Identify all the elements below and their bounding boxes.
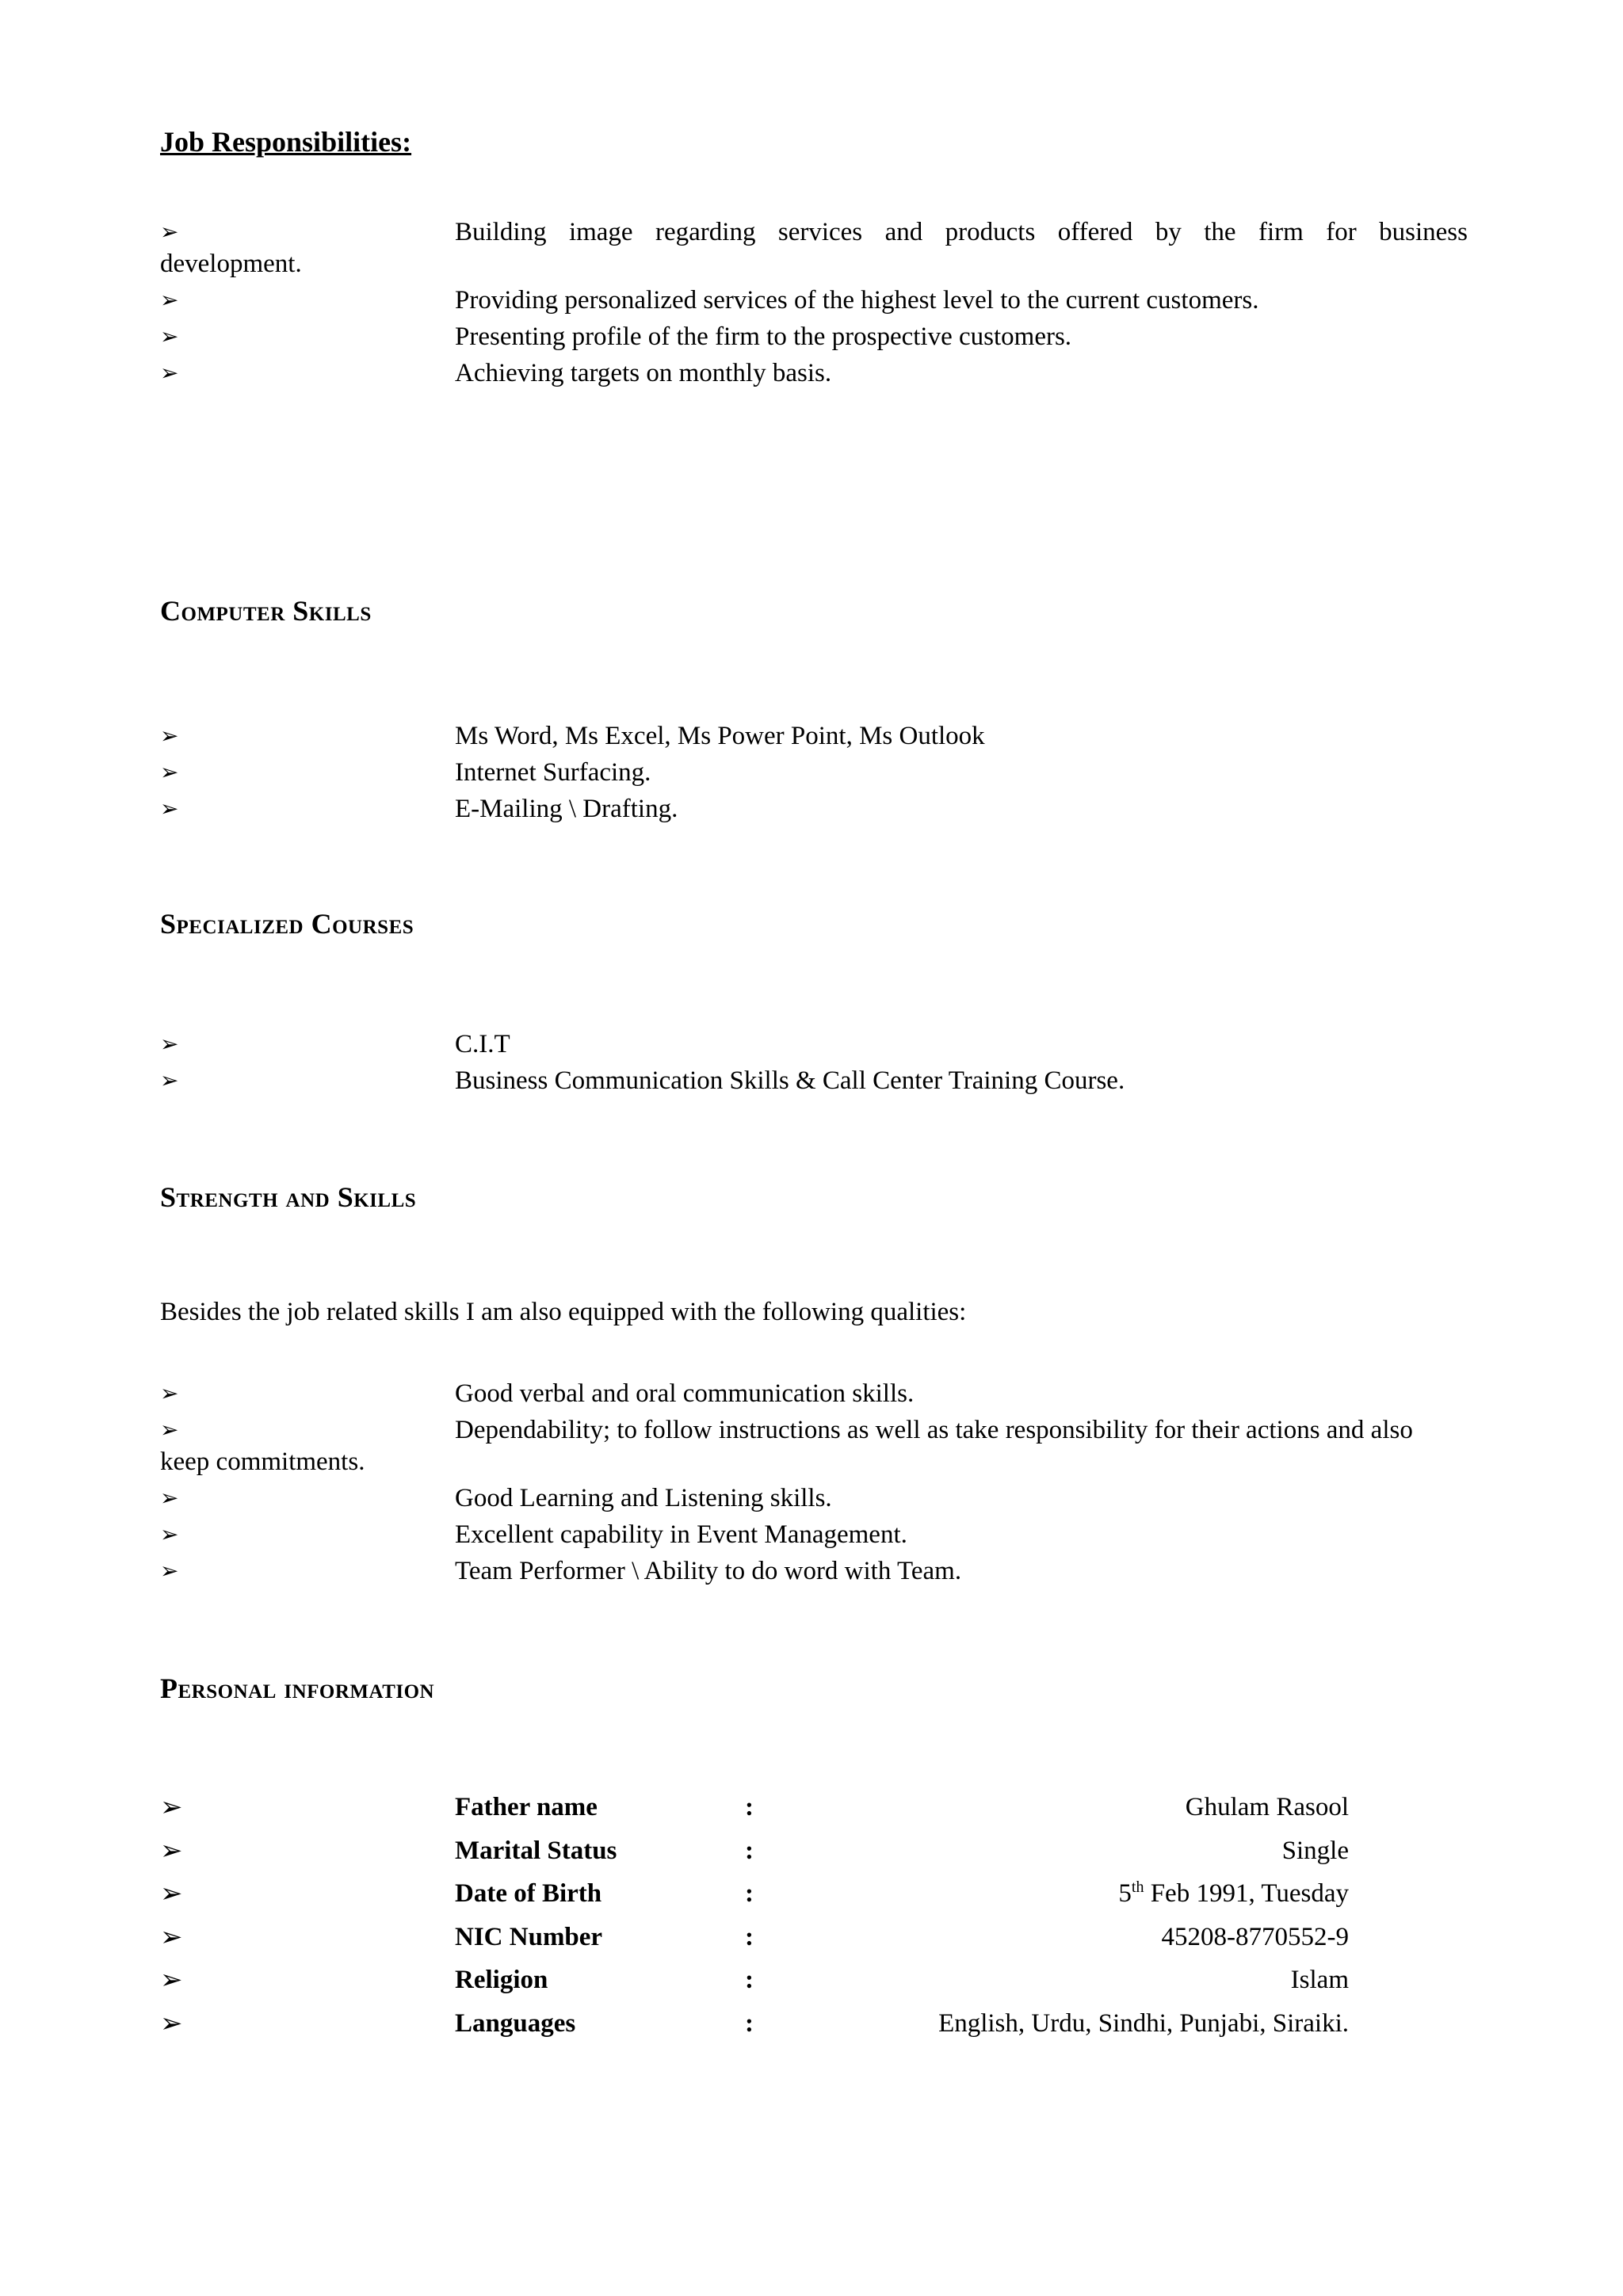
arrow-bullet-icon: ➢ [160, 723, 179, 749]
arrow-bullet-icon: ➢ [160, 795, 179, 822]
info-row-father-name [160, 1786, 1349, 1829]
list-item-text: Ms Word, Ms Excel, Ms Power Point, Ms Outlook [455, 722, 985, 750]
info-label: Marital Status [455, 1836, 617, 1865]
dob-day-suffix: th [1131, 1878, 1144, 1896]
list-item [160, 355, 1468, 391]
list-item-text: E-Mailing \ Drafting. [455, 795, 678, 823]
arrow-bullet-icon: ➢ [160, 1558, 179, 1584]
info-row-date-of-birth [160, 1872, 1349, 1916]
info-label: Date of Birth [455, 1879, 602, 1908]
arrow-bullet-icon: ➢ [160, 219, 179, 245]
arrow-bullet-icon: ➢ [160, 2007, 183, 2039]
info-value [1118, 1872, 1349, 1915]
info-value: 45208-8770552-9 [1161, 1922, 1349, 1951]
arrow-bullet-icon: ➢ [160, 1920, 183, 1953]
specialized-courses-heading: Specialized Courses [160, 908, 414, 940]
personal-information-heading: Personal information [160, 1672, 435, 1704]
job-responsibilities-list [160, 214, 1468, 391]
list-item-text: Internet Surfacing. [455, 758, 651, 787]
list-item-text: Providing personalized services of the highest level to the current customers. [455, 286, 1259, 315]
arrow-bullet-icon: ➢ [160, 323, 179, 349]
list-item [160, 282, 1468, 318]
list-item [160, 1516, 1468, 1553]
strength-intro-text: Besides the job related skills I am also equipped with the following qualities: [160, 1298, 967, 1326]
list-item [160, 214, 1468, 282]
info-label: Religion [455, 1966, 548, 1994]
list-item [160, 1062, 1468, 1099]
list-item-text: Building image regarding services and products offered by the firm for business [455, 218, 1468, 246]
specialized-courses-list [160, 1026, 1468, 1099]
info-value: English, Urdu, Sindhi, Punjabi, Siraiki. [938, 2008, 1349, 2038]
info-value: Islam [1290, 1966, 1349, 1994]
list-item-text: Business Communication Skills & Call Center Training Course. [455, 1066, 1125, 1095]
info-value: Single [1281, 1836, 1349, 1865]
info-label: Languages [455, 2008, 576, 2038]
list-item [160, 791, 1468, 827]
arrow-bullet-icon: ➢ [160, 1834, 183, 1867]
info-label: NIC Number [455, 1922, 603, 1951]
list-item-text: Team Performer \ Ability to do word with Team. [455, 1557, 962, 1585]
info-row-marital-status [160, 1829, 1349, 1873]
computer-skills-list [160, 718, 1468, 827]
arrow-bullet-icon: ➢ [160, 1791, 183, 1823]
list-item-text: Good Learning and Listening skills. [455, 1484, 832, 1512]
arrow-bullet-icon: ➢ [160, 1485, 179, 1511]
computer-skills-heading: Computer Skills [160, 595, 372, 627]
info-separator: : [745, 1922, 754, 1951]
info-label: Father name [455, 1793, 598, 1821]
arrow-bullet-icon: ➢ [160, 1878, 183, 1909]
list-item-text: C.I.T [455, 1030, 510, 1058]
info-row-languages [160, 2002, 1349, 2046]
list-item [160, 718, 1468, 754]
strength-and-skills-heading: Strength and Skills [160, 1181, 417, 1213]
info-separator: : [745, 1793, 754, 1821]
list-item-text: Achieving targets on monthly basis. [455, 359, 832, 387]
arrow-bullet-icon: ➢ [160, 1031, 179, 1057]
arrow-bullet-icon: ➢ [160, 1067, 179, 1093]
arrow-bullet-icon: ➢ [160, 360, 179, 386]
list-item-continuation: development. [160, 250, 302, 278]
list-item [160, 1412, 1468, 1480]
list-item [160, 1480, 1468, 1516]
list-item-text: Excellent capability in Event Management. [455, 1520, 907, 1549]
info-row-nic-number [160, 1916, 1349, 1959]
info-separator: : [745, 2008, 754, 2038]
list-item [160, 318, 1468, 355]
dob-day: 5 [1118, 1879, 1132, 1908]
list-item [160, 1553, 1468, 1589]
list-item [160, 754, 1468, 791]
personal-information-table [160, 1786, 1349, 2045]
arrow-bullet-icon: ➢ [160, 1417, 179, 1443]
list-item-continuation: keep commitments. [160, 1447, 365, 1476]
arrow-bullet-icon: ➢ [160, 1521, 179, 1547]
list-item-text: Presenting profile of the firm to the prospective customers. [455, 322, 1072, 351]
info-separator: : [745, 1966, 754, 1994]
list-item [160, 1375, 1468, 1412]
info-separator: : [745, 1879, 754, 1908]
list-item-text: Good verbal and oral communication skills. [455, 1379, 915, 1408]
strength-and-skills-list [160, 1375, 1468, 1589]
list-item [160, 1026, 1468, 1062]
dob-rest: Feb 1991, Tuesday [1144, 1879, 1349, 1908]
arrow-bullet-icon: ➢ [160, 759, 179, 785]
arrow-bullet-icon: ➢ [160, 1380, 179, 1406]
arrow-bullet-icon: ➢ [160, 287, 179, 313]
info-separator: : [745, 1836, 754, 1865]
list-item-text: Dependability; to follow instructions as well as take responsibility for their actions and also [455, 1416, 1413, 1444]
arrow-bullet-icon: ➢ [160, 1964, 183, 1996]
job-responsibilities-heading: Job Responsibilities: [160, 126, 412, 158]
info-row-religion [160, 1958, 1349, 2002]
info-value: Ghulam Rasool [1185, 1793, 1349, 1821]
